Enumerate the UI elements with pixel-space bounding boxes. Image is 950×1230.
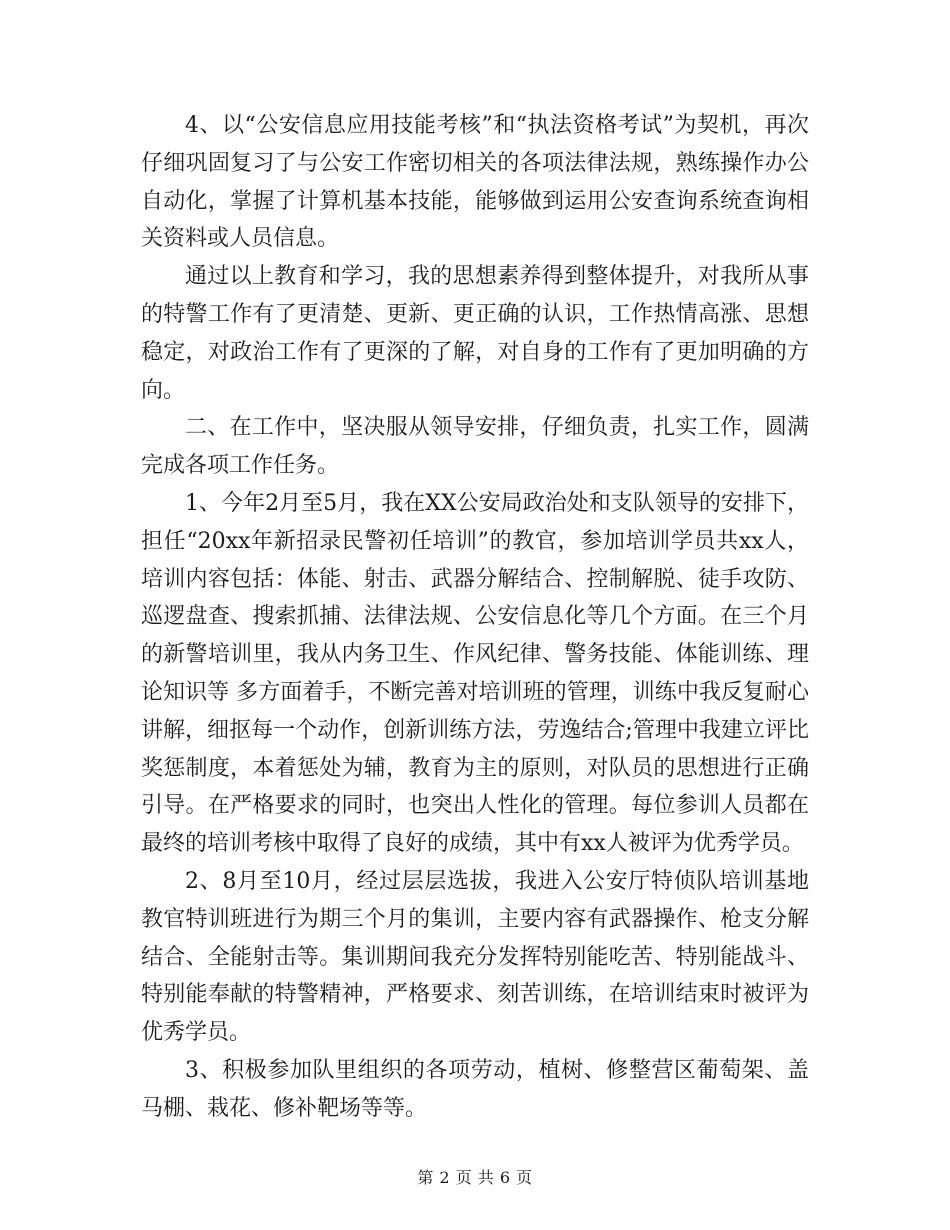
page-number-footer: 第 2 页 共 6 页 — [417, 1168, 533, 1187]
paragraph-item-1-training: 1、今年2月至5月，我在XX公安局政治处和支队领导的安排下，担任“20xx年新招录民警初任培训”的教官，参加培训学员共xx人，培训内容包括：体能、射击、武器分解结合、控制解脱、徒手攻防、巡逻盘查、搜索抓捕、法律法规、公安信息化等几个方面。在三个月的新警培训里，我从内务卫生、作风纪律、警务技能、体能训练、理论知识等 多方面着手，不断完善对培训班的管理，训练中我反复耐心讲解，细抠每一个动作，创新训练方法，劳逸结合;管理中我建立评比奖惩制度，本着惩处为辅，教育为主的原则，对队员的思想进行正确引导。在严格要求的同时，也突出人性化的管理。每位参训人员都在最终的培训考核中取得了良好的成绩，其中有xx人被评为优秀学员。 — [141, 490, 809, 857]
document-body — [141, 107, 809, 1128]
paragraph-item-2-special-training: 2、8月至10月，经过层层选拔，我进入公安厅特侦队培训基地教官特训班进行为期三个月的集训，主要内容有武器操作、枪支分解结合、全能射击等。集训期间我充分发挥特别能吃苦、特别能战斗、特别能奉献的特警精神，严格要求、刻苦训练，在培训结束时被评为优秀学员。 — [141, 868, 809, 1046]
paragraph-summary: 通过以上教育和学习，我的思想素养得到整体提升，对我所从事的特警工作有了更清楚、更新、更正确的认识，工作热情高涨、思想稳定，对政治工作有了更深的了解，对自身的工作有了更加明确的方向。 — [141, 264, 809, 403]
section-heading-two: 二、在工作中，坚决服从领导安排，仔细负责，扎实工作，圆满完成各项工作任务。 — [141, 415, 809, 479]
paragraph-item-4-exam: 4、以“公安信息应用技能考核”和“执法资格考试”为契机，再次仔细巩固复习了与公安工作密切相关的各项法律法规，熟练操作办公自动化，掌握了计算机基本技能，能够做到运用公安查询系统查询相关资料或人员信息。 — [141, 113, 809, 252]
paragraph-item-3-labor: 3、积极参加队里组织的各项劳动，植树、修整营区葡萄架、盖马棚、栽花、修补靶场等等。 — [141, 1057, 809, 1121]
